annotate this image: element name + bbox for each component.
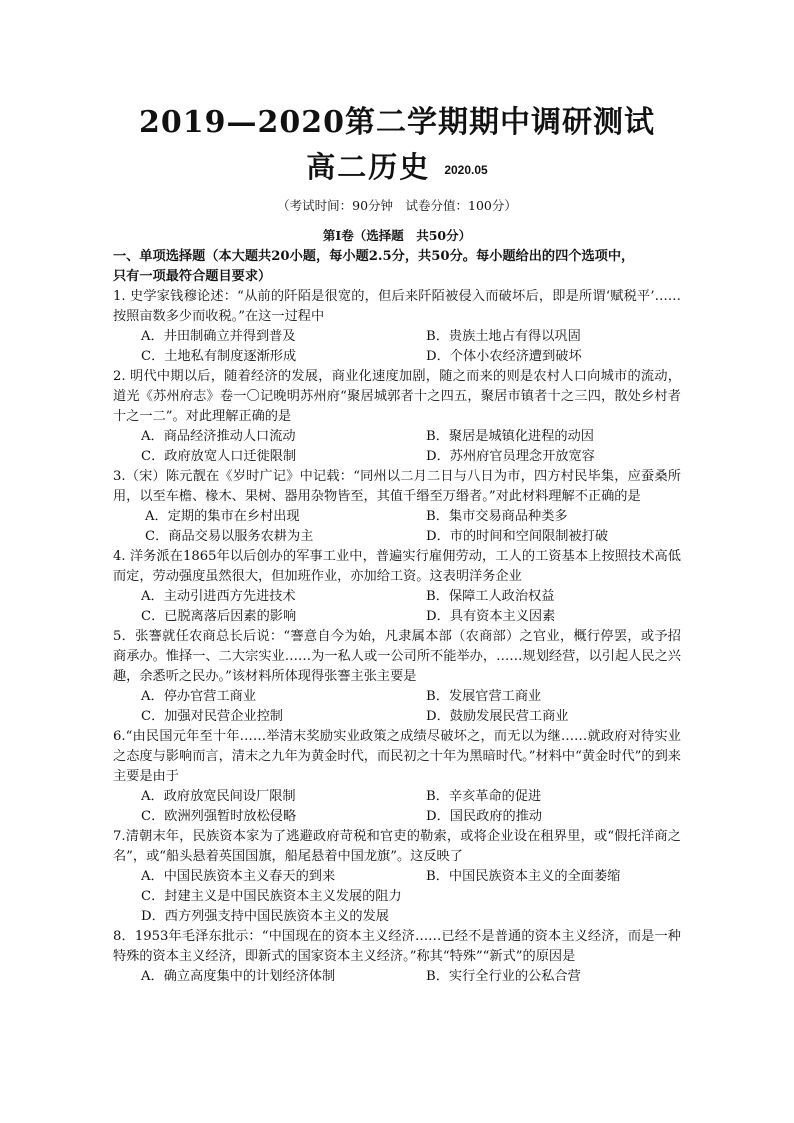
- option-d: D．苏州府官员理念开放宽容: [426, 449, 595, 464]
- options-row: [113, 587, 681, 607]
- part-one-instructions: [113, 247, 681, 287]
- option-a: A．确立高度集中的计划经济体制: [141, 969, 336, 984]
- options-row: [113, 527, 681, 547]
- option-c: C．土地私有制度逐渐形成: [141, 349, 297, 364]
- option-d: D．国民政府的推动: [426, 809, 543, 824]
- options-row: [113, 967, 681, 987]
- option-b: B．集市交易商品种类多: [426, 509, 568, 524]
- question-stem: 6.“由民国元年至十年……举清末奖励实业政策之成绩尽破坏之，而无以为继……就政府对待实业之态度与影响而言，清末之九年为黄金时代，而民初之十年为黑暗时代。”材料中“黄金时代”的到来主要是由于: [113, 729, 681, 784]
- option-a: A．定期的集市在乡村出现: [145, 509, 300, 524]
- question-stem: 8．1953年毛泽东批示：“中国现在的资本主义经济……已经不是普通的资本主义经济，而是一种特殊的资本主义经济，即新式的国家资本主义经济。”称其“特殊”“新式”的原因是: [113, 929, 681, 964]
- exam-date: 2020.05: [444, 163, 488, 177]
- instructions-line-1: 一、单项选择题（本大题共20小题，每小题2.5分，共50分。每小题给出的四个选项中，: [113, 249, 635, 264]
- options-row: [113, 707, 681, 727]
- subject-line: [0, 148, 794, 191]
- options-row: [113, 347, 681, 367]
- question-5: [113, 627, 681, 727]
- option-b: B．聚居是城镇化进程的动因: [426, 429, 594, 444]
- question-3: [113, 467, 681, 547]
- option-a: A．政府放宽民间设厂限制: [141, 789, 296, 804]
- exam-info: （考试时间：90分钟 试卷分值：100分）: [277, 198, 517, 213]
- option-d: D．西方列强支持中国民族资本主义的发展: [141, 909, 389, 924]
- question-1: [113, 287, 681, 367]
- option-d: D．市的时间和空间限制被打破: [426, 529, 609, 544]
- option-c: C．政府放宽人口迁徙限制: [141, 449, 297, 464]
- options-row: [113, 447, 681, 467]
- options-row: [113, 787, 681, 807]
- option-c: C．欧洲列强暂时放松侵略: [141, 809, 297, 824]
- question-6: [113, 727, 681, 827]
- exam-title: 2019—2020第二学期期中调研测试: [139, 105, 655, 140]
- section-heading: 第Ⅰ卷（选择题 共50分）: [322, 228, 472, 243]
- question-8: [113, 927, 681, 987]
- option-b: B．保障工人政治权益: [426, 589, 555, 604]
- options-row: [113, 507, 681, 527]
- options-row: [113, 687, 681, 707]
- option-b: B．贵族土地占有得以巩固: [426, 329, 581, 344]
- option-d: D．鼓励发展民营工商业: [426, 709, 569, 724]
- option-d: D．具有资本主义因素: [426, 609, 556, 624]
- question-stem: 4. 洋务派在1865年以后创办的军事工业中，普遍实行雇佣劳动，工人的工资基本上按照技术高低而定，劳动强度虽然很大，但加班作业，亦加给工资。这表明洋务企业: [113, 549, 681, 584]
- option-b: B．发展官营工商业: [426, 689, 542, 704]
- option-d: D．个体小农经济遭到破坏: [426, 349, 582, 364]
- option-a: A．井田制确立并得到普及: [141, 329, 296, 344]
- question-list: [113, 247, 681, 987]
- subject-title: 高二历史: [306, 150, 431, 184]
- options-row: [113, 427, 681, 447]
- question-stem: 2. 明代中期以后，随着经济的发展，商业化速度加剧，随之而来的则是农村人口向城市的流动，道光《苏州府志》卷一〇记晚明苏州府“聚居城郭者十之四五，聚居市镇者十之三四，散处乡村者十之一二”。对此理解正确的是: [113, 369, 681, 424]
- option-b: B．实行全行业的公私合营: [426, 969, 581, 984]
- option-c: C．商品交易以服务农耕为主: [145, 529, 314, 544]
- options-row: [113, 327, 681, 347]
- question-7: [113, 827, 681, 927]
- options-row: [113, 607, 681, 627]
- option-c: C．已脱离落后因素的影响: [141, 609, 297, 624]
- option-b: B．辛亥革命的促进: [426, 789, 542, 804]
- option-b: B．中国民族资本主义的全面萎缩: [426, 869, 621, 884]
- option-a: A．主动引进西方先进技术: [141, 589, 296, 604]
- option-c: C．封建主义是中国民族资本主义发展的阻力: [141, 889, 402, 904]
- option-a: A．中国民族资本主义春天的到来: [141, 869, 336, 884]
- options-row: [113, 807, 681, 827]
- question-stem: 3.（宋）陈元靓在《岁时广记》中记载：“同州以二月二日与八日为市，四方村民毕集，应蚕桑所用，以至车檐、椽木、果树、器用杂物皆至，其值千缗至万缗者。”对此材料理解不正确的是: [113, 469, 681, 504]
- question-stem: 1. 史学家钱穆论述：“从前的阡陌是很宽的，但后来阡陌被侵入而破坏后，即是所谓‘赋税平’……按照亩数多少而收税。”在这一过程中: [113, 289, 681, 324]
- question-2: [113, 367, 681, 467]
- option-a: A．商品经济推动人口流动: [141, 429, 296, 444]
- question-stem: 7.清朝末年，民族资本家为了逃避政府苛税和官吏的勒索，或将企业设在租界里，或“假托洋商之名”，或“船头悬着英国国旗，船尾悬着中国龙旗”。这反映了: [113, 829, 681, 864]
- question-4: [113, 547, 681, 627]
- option-a: A．停办官营工商业: [141, 689, 257, 704]
- instructions-line-2: 只有一项最符合题目要求）: [113, 269, 272, 284]
- option-c: C．加强对民营企业控制: [141, 709, 283, 724]
- question-stem: 5．张謇就任农商总长后说：“謇意自今为始，凡隶属本部（农商部）之官业，概行停罢，或予招商承办。惟择一、二大宗实业……为一私人或一公司所不能举办，……规划经营，以引起人民之兴趣，余悉听之民办。”该材料所体现得张謇主张主要是: [113, 629, 681, 684]
- options-row: [113, 867, 681, 887]
